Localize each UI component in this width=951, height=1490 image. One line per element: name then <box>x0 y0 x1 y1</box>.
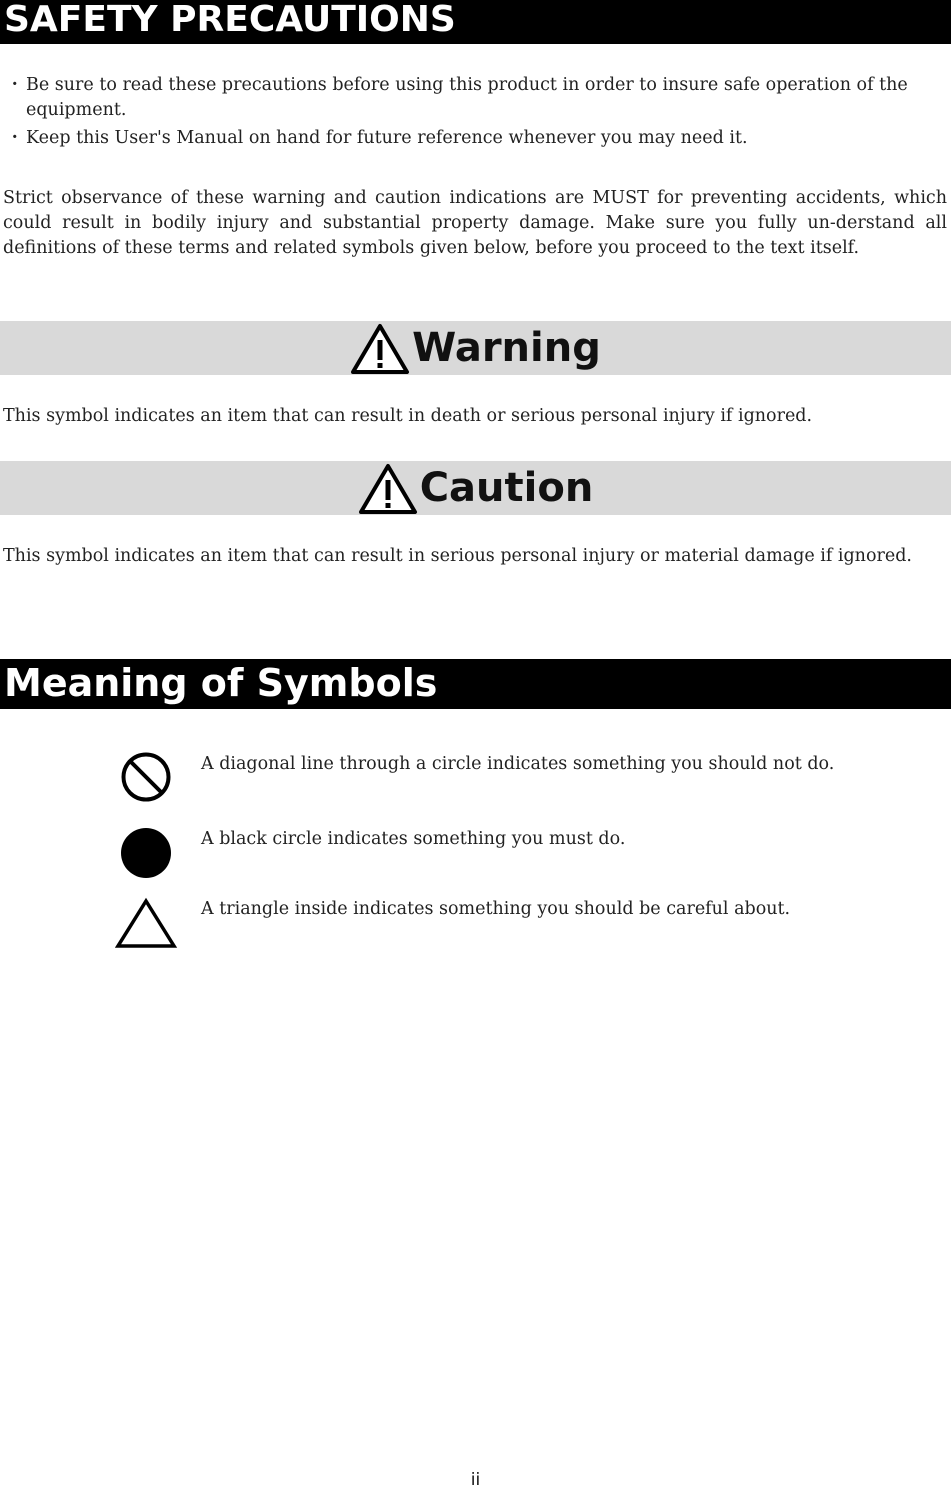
caution-label: Caution <box>419 465 594 511</box>
page-number: ii <box>470 1470 481 1490</box>
symbol-row-prohibition <box>115 752 855 806</box>
symbol-description: A triangle inside indicates something you should be careful about. <box>201 899 791 919</box>
prohibition-icon <box>115 752 179 806</box>
symbol-row-caution <box>115 897 855 951</box>
intro-paragraph: Strict observance of these warning and caution indications are MUST for preventing accidents, which could result in bodily injury and substantial property damage. Make sure you fully un-derstand all definitions of these terms and related symbols given below, before you proceed to the text itself. <box>3 188 947 258</box>
list-item <box>6 126 948 151</box>
bullet-marker: ・ <box>6 128 24 148</box>
warning-triangle-icon <box>350 323 410 375</box>
warning-description: This symbol indicates an item that can result in death or serious personal injury if ignored. <box>3 406 813 426</box>
symbol-description: A black circle indicates something you must do. <box>201 829 626 849</box>
bullet-text: Keep this User's Manual on hand for future reference whenever you may need it. <box>26 128 748 148</box>
symbol-row-mandatory <box>115 827 855 881</box>
page-title: SAFETY PRECAUTIONS <box>0 0 951 44</box>
caution-heading <box>0 461 951 515</box>
warning-label: Warning <box>412 325 601 371</box>
black-circle-icon <box>115 827 179 881</box>
caution-description: This symbol indicates an item that can result in serious personal injury or material damage if ignored. <box>3 546 912 566</box>
warning-heading <box>0 321 951 375</box>
bullet-marker: ・ <box>6 75 24 95</box>
caution-triangle-icon <box>358 463 418 515</box>
list-item <box>6 73 948 123</box>
symbols-section-title: Meaning of Symbols <box>0 659 951 709</box>
symbol-description: A diagonal line through a circle indicates something you should not do. <box>201 754 835 774</box>
bullet-text: Be sure to read these precautions before using this product in order to insure safe operation of the equipment. <box>26 75 908 120</box>
precaution-list <box>6 73 948 154</box>
triangle-icon <box>115 897 179 951</box>
